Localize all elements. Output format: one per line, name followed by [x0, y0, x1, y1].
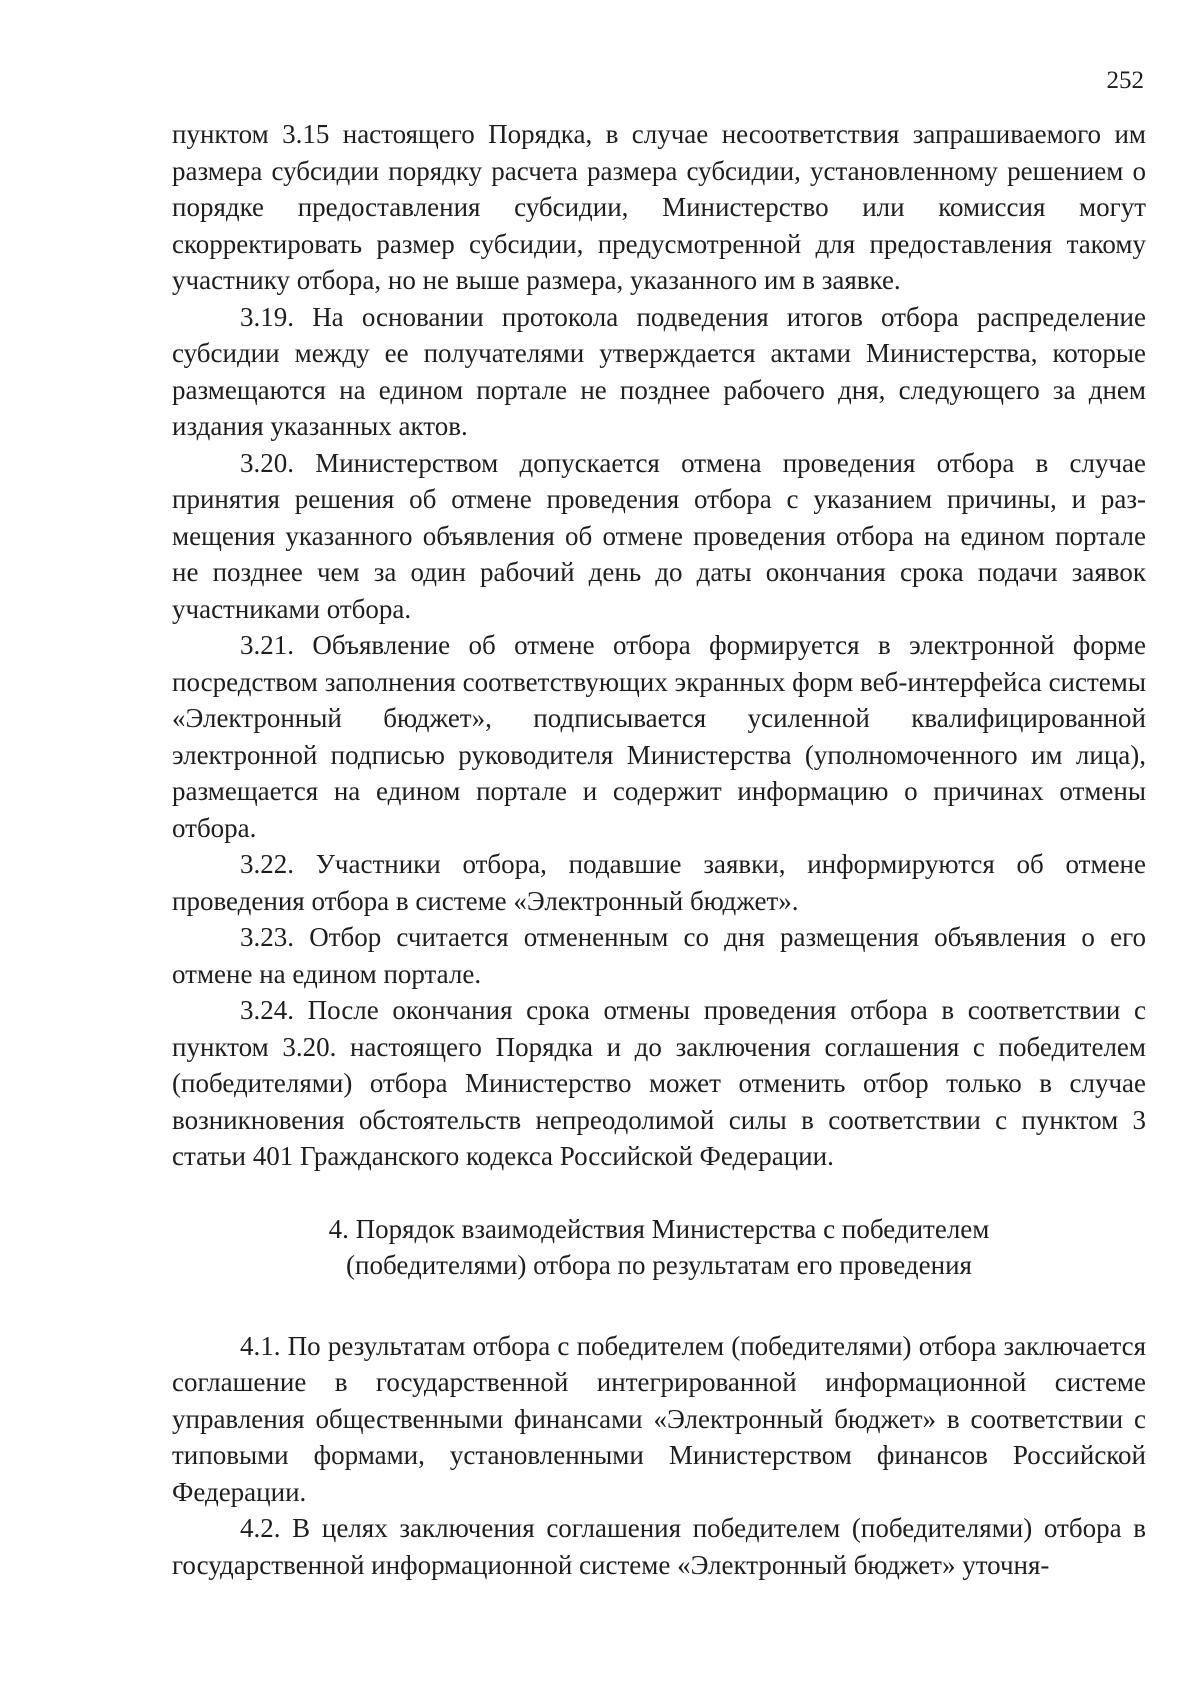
- section-4-heading-line-2: (победителями) отбора по результатам его проведения: [346, 1250, 972, 1280]
- section-4-heading-line-1: 4. Порядок взаимодействия Министерства с победителем: [328, 1213, 990, 1244]
- paragraph-3-22: 3.22. Участники отбора, подавшие заявки, информируются об отмене проведения отбора в системе «Электронный бюджет».: [172, 849, 1146, 916]
- paragraph-3-24: 3.24. После окончания срока отмены проведения отбора в соответствии с пунктом 3.20. настоящего Порядка и до заключения соглашения с победителем (победителями) отбора Министерство может отменить отбор только в случае возникновения обстоятельств непреодолимой силы в соответствии с пунктом 3 статьи 401 Гражданского кодекса Российской Федерации.: [172, 995, 1146, 1171]
- paragraph-3-23: 3.23. Отбор считается отмененным со дня размещения объявления о его отмене на едином портале.: [172, 922, 1146, 989]
- document-body: [172, 116, 1146, 1583]
- section-4-heading: [172, 1211, 1146, 1284]
- paragraph-4-1: 4.1. По результатам отбора с победителем (победителями) отбора заключается соглашение в государственной интегрированной информационной системе управления общественными финансами «Электронный бюджет» в соответствии с типовыми формами, установленными Министерством финансов Российской Федерации.: [172, 1330, 1146, 1507]
- paragraph-3-19: 3.19. На основании протокола подведения итогов отбора распределение субсидии между ее получателями утверждается актами Министерства, которые размещаются на едином портале не позднее рабочего дня, следующего за днем издания указанных актов.: [172, 301, 1146, 441]
- paragraph-3-18-continuation: пунктом 3.15 настоящего Порядка, в случае несоответствия запрашиваемого им размера субсидии порядку расчета размера субсидии, установленному решением о порядке предоставления субсидии, Министерство или комиссия могут скорректировать размер субсидии, предусмотренной для предоставления такому участнику отбора, но не выше размера, указанного им в заявке.: [172, 119, 1146, 295]
- paragraph-3-21: 3.21. Объявление об отмене отбора формируется в электронной форме посредством заполнения соответствующих экранных форм веб-интерфейса системы «Электронный бюджет», подписывается усиленной квалифицированной электронной подписью руководителя Министерства (уполномоченного им лица), размещается на едином портале и содержит информацию о причинах отмены отбора.: [172, 630, 1146, 843]
- page-number: 252: [1106, 67, 1144, 94]
- paragraph-4-2: 4.2. В целях заключения соглашения победителем (победителями) отбора в государственной информационной системе «Электронный бюджет» уточня-: [172, 1513, 1146, 1580]
- paragraph-3-20: 3.20. Министерством допускается отмена проведения отбора в случае принятия решения об отмене проведения отбора с указанием причины, и размещения указанного объявления об отмене проведения отбора на едином портале не позднее чем за один рабочий день до даты окончания срока подачи заявок участниками отбора.: [172, 447, 1146, 624]
